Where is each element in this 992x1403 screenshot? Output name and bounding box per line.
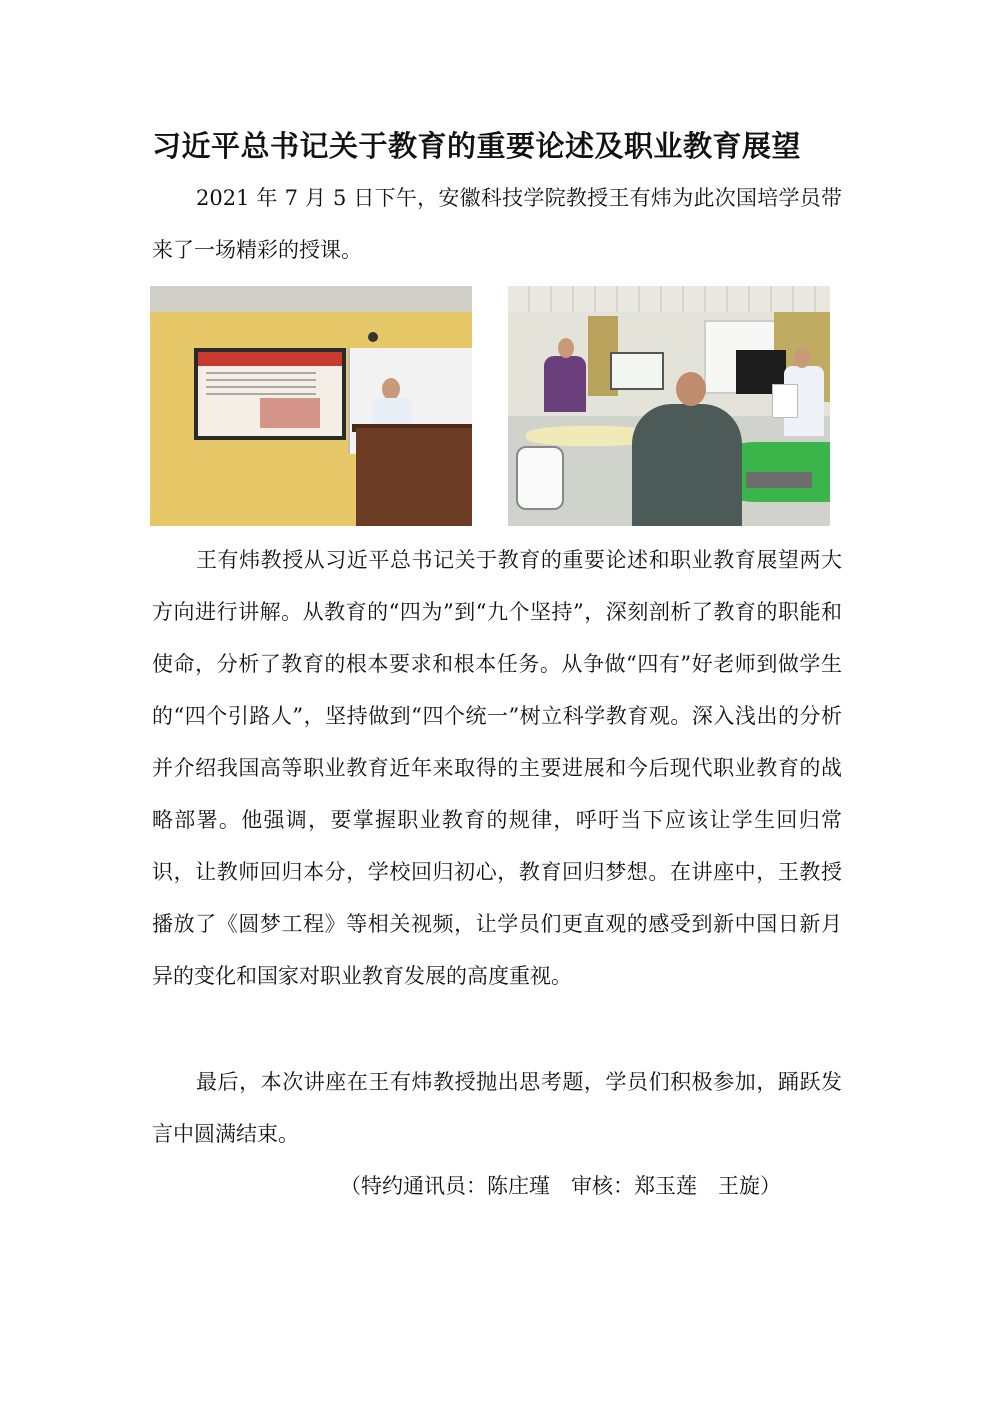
document-title: 习近平总书记关于教育的重要论述及职业教育展望	[152, 129, 802, 163]
intro-paragraph: 2021 年 7 月 5 日下午，安徽科技学院教授王有炜为此次国培学员带来了一场精彩的授课。	[152, 186, 842, 262]
standing-student-head	[558, 338, 574, 358]
ending-paragraph: 最后，本次讲座在王有炜教授抛出思考题，学员们积极参加，踊跃发言中圆满结束。	[152, 1070, 842, 1146]
lecturer-head	[794, 348, 810, 368]
slide-text-lines	[206, 372, 316, 398]
classroom-photo	[508, 286, 830, 526]
lecturer-head	[382, 378, 400, 400]
chair	[516, 446, 564, 510]
photo-ceiling	[150, 286, 472, 312]
slide-header-bar	[198, 352, 342, 366]
camera-icon	[368, 332, 378, 342]
credit-line: （特约通讯员：陈庄瑾 审核：郑玉莲 王旋）	[340, 1174, 781, 1198]
body-paragraph: 王有炜教授从习近平总书记关于教育的重要论述和职业教育展望两大方向进行讲解。从教育的“四为”到“九个坚持”，深刻剖析了教育的职能和使命，分析了教育的根本要求和根本任务。从争做“四有”好老师到做学生的“四个引路人”，坚持做到“四个统一”树立科学教育观。深入浅出的分析并介绍我国高等职业教育近年来取得的主要进展和今后现代职业教育的战略部署。他强调，要掌握职业教育的规律，呼吁当下应该让学生回归常识，让教师回归本分，学校回归初心，教育回归梦想。在讲座中，王教授播放了《圆梦工程》等相关视频，让学员们更直观的感受到新中国日新月异的变化和国家对职业教育发展的高度重视。	[152, 548, 842, 988]
projection-screen	[610, 352, 664, 390]
paper-sheet	[772, 384, 798, 418]
standing-student-body	[544, 356, 586, 412]
photo-ceiling	[508, 286, 830, 312]
seated-student-body	[632, 404, 742, 526]
lecture-photo	[150, 286, 472, 526]
podium	[356, 428, 472, 526]
slide-illustration	[260, 398, 320, 428]
laptop	[746, 472, 812, 488]
seated-student-head	[676, 372, 706, 406]
